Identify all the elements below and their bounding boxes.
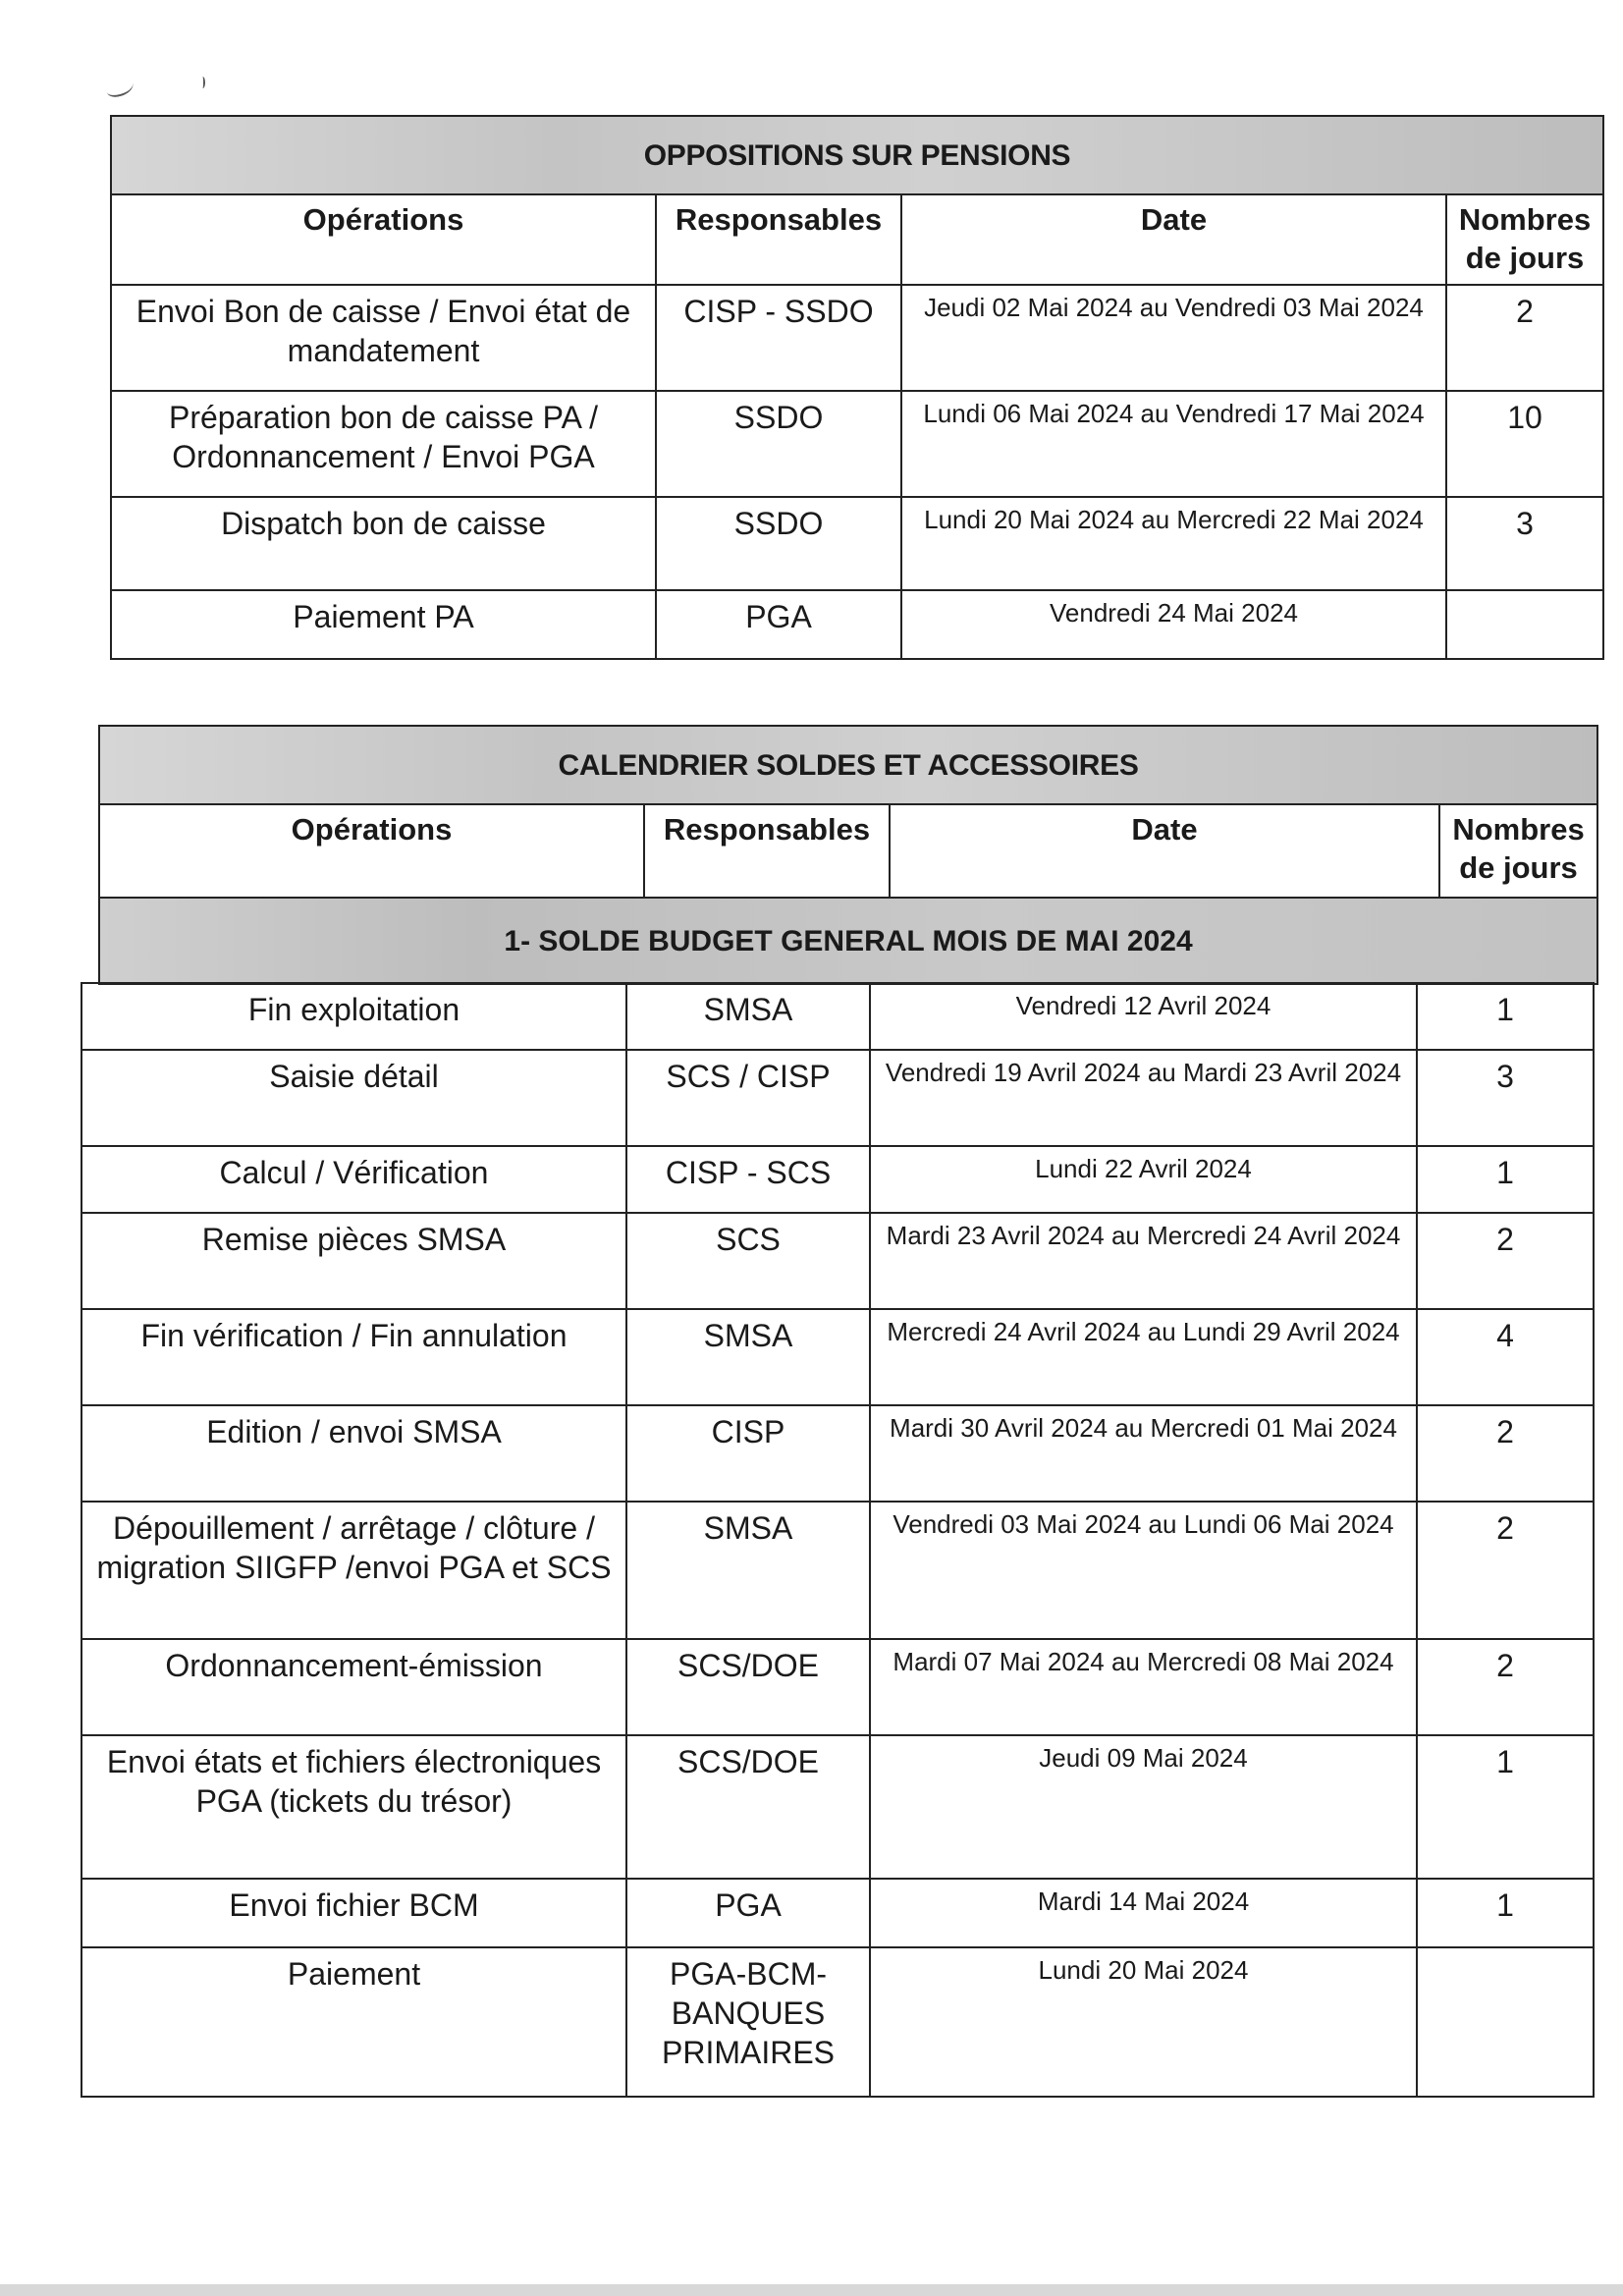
operation-cell: Ordonnancement-émission [81,1639,626,1735]
date-cell: Mardi 30 Avril 2024 au Mercredi 01 Mai 2024 [870,1405,1417,1502]
responsable-cell: SMSA [626,1502,870,1639]
operation-cell: Calcul / Vérification [81,1146,626,1213]
date-cell: Mardi 23 Avril 2024 au Mercredi 24 Avril 2024 [870,1213,1417,1309]
table-row [81,1639,1594,1735]
scan-edge [0,2284,1623,2296]
table-title: OPPOSITIONS SUR PENSIONS [111,116,1603,194]
table-row [81,1050,1594,1146]
responsable-cell: PGA [656,590,901,659]
operation-cell: Paiement PA [111,590,656,659]
table-header-row [111,194,1603,285]
operation-cell: Remise pièces SMSA [81,1213,626,1309]
table-row [111,391,1603,497]
days-count-cell: 10 [1446,391,1603,497]
days-count-cell: 3 [1417,1050,1594,1146]
table-header-row [99,804,1597,898]
responsable-cell: SCS/DOE [626,1639,870,1735]
table-row [81,1405,1594,1502]
table-row [81,983,1594,1050]
table-title-row [99,726,1597,804]
table-row [111,590,1603,659]
days-count-cell: 2 [1417,1213,1594,1309]
header-date: Date [890,804,1439,898]
header-operations: Opérations [111,194,656,285]
date-cell: Lundi 20 Mai 2024 au Mercredi 22 Mai 2024 [901,497,1446,590]
days-count-cell [1446,590,1603,659]
responsable-cell: SSDO [656,497,901,590]
operation-cell: Paiement [81,1947,626,2097]
operation-cell: Dispatch bon de caisse [111,497,656,590]
date-cell: Mardi 14 Mai 2024 [870,1879,1417,1947]
oppositions-pensions-table [110,115,1604,660]
date-cell: Jeudi 09 Mai 2024 [870,1735,1417,1879]
days-count-cell: 1 [1417,1735,1594,1879]
scan-pen-mark [200,77,205,88]
responsable-cell: SMSA [626,983,870,1050]
table-title: CALENDRIER SOLDES ET ACCESSOIRES [99,726,1597,804]
table-row [81,1146,1594,1213]
table-body [81,983,1594,2097]
header-nombres-jours: Nombres de jours [1439,804,1597,898]
table-row [81,1879,1594,1947]
date-cell: Lundi 22 Avril 2024 [870,1146,1417,1213]
operation-cell: Fin vérification / Fin annulation [81,1309,626,1405]
responsable-cell: SCS/DOE [626,1735,870,1879]
responsable-cell: CISP - SSDO [656,285,901,391]
responsable-cell: SCS [626,1213,870,1309]
responsable-cell: CISP - SCS [626,1146,870,1213]
date-cell: Lundi 06 Mai 2024 au Vendredi 17 Mai 2024 [901,391,1446,497]
responsable-cell: SMSA [626,1309,870,1405]
days-count-cell: 3 [1446,497,1603,590]
operation-cell: Envoi fichier BCM [81,1879,626,1947]
responsable-cell: SSDO [656,391,901,497]
table-body [111,285,1603,659]
calendrier-soldes-header-table [98,725,1598,985]
operation-cell: Préparation bon de caisse PA / Ordonnancement / Envoi PGA [111,391,656,497]
date-cell: Mardi 07 Mai 2024 au Mercredi 08 Mai 2024 [870,1639,1417,1735]
days-count-cell: 4 [1417,1309,1594,1405]
days-count-cell: 2 [1417,1502,1594,1639]
header-responsables: Responsables [656,194,901,285]
header-responsables: Responsables [644,804,890,898]
responsable-cell: CISP [626,1405,870,1502]
header-date: Date [901,194,1446,285]
date-cell: Vendredi 03 Mai 2024 au Lundi 06 Mai 2024 [870,1502,1417,1639]
section-subtitle-row [99,898,1597,984]
scan-pen-mark [104,76,135,98]
table-row [81,1309,1594,1405]
table-row [81,1947,1594,2097]
responsable-cell: PGA-BCM-BANQUES PRIMAIRES [626,1947,870,2097]
solde-budget-general-table [81,982,1595,2098]
header-operations: Opérations [99,804,644,898]
operation-cell: Envoi Bon de caisse / Envoi état de mandatement [111,285,656,391]
date-cell: Vendredi 24 Mai 2024 [901,590,1446,659]
operation-cell: Dépouillement / arrêtage / clôture / migration SIIGFP /envoi PGA et SCS [81,1502,626,1639]
operation-cell: Envoi états et fichiers électroniques PGA (tickets du trésor) [81,1735,626,1879]
table-title-row [111,116,1603,194]
header-nombres-jours: Nombres de jours [1446,194,1603,285]
date-cell: Mercredi 24 Avril 2024 au Lundi 29 Avril 2024 [870,1309,1417,1405]
days-count-cell: 2 [1417,1405,1594,1502]
date-cell: Vendredi 12 Avril 2024 [870,983,1417,1050]
days-count-cell: 2 [1417,1639,1594,1735]
days-count-cell: 1 [1417,1146,1594,1213]
operation-cell: Saisie détail [81,1050,626,1146]
responsable-cell: SCS / CISP [626,1050,870,1146]
table-row [111,497,1603,590]
date-cell: Lundi 20 Mai 2024 [870,1947,1417,2097]
days-count-cell: 1 [1417,1879,1594,1947]
operation-cell: Fin exploitation [81,983,626,1050]
responsable-cell: PGA [626,1879,870,1947]
table-row [81,1213,1594,1309]
days-count-cell [1417,1947,1594,2097]
days-count-cell: 1 [1417,983,1594,1050]
date-cell: Vendredi 19 Avril 2024 au Mardi 23 Avril 2024 [870,1050,1417,1146]
operation-cell: Edition / envoi SMSA [81,1405,626,1502]
section-subtitle: 1- SOLDE BUDGET GENERAL MOIS DE MAI 2024 [99,898,1597,984]
table-row [111,285,1603,391]
table-row [81,1502,1594,1639]
table-row [81,1735,1594,1879]
days-count-cell: 2 [1446,285,1603,391]
date-cell: Jeudi 02 Mai 2024 au Vendredi 03 Mai 2024 [901,285,1446,391]
